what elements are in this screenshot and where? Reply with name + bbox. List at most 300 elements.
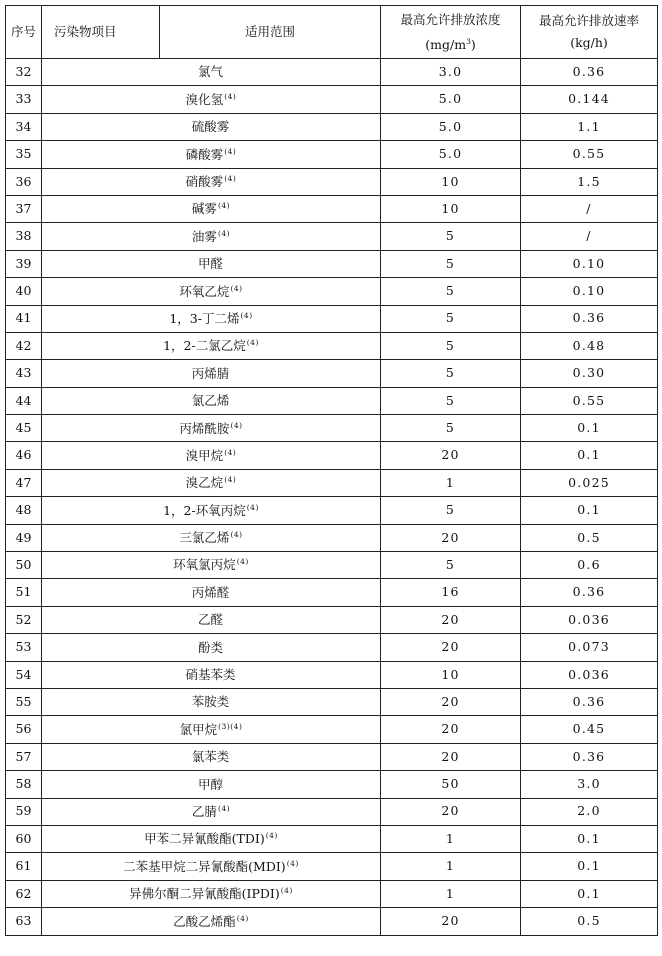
row-max-concentration-text: 20 — [441, 447, 460, 463]
row-footnote-ref: (4) — [230, 420, 243, 430]
row-footnote-ref: (4) — [224, 174, 237, 183]
row-max-concentration-text: 5 — [445, 502, 456, 518]
row-max-concentration-text: 5 — [445, 420, 456, 436]
row-max-emission-rate — [521, 552, 658, 579]
row-max-emission-rate — [521, 634, 658, 661]
row-pollutant-name-text: 二苯基甲烷二异氰酸酯(MDI) — [123, 858, 286, 874]
row-max-concentration — [381, 59, 521, 86]
row-max-emission-rate — [521, 59, 658, 86]
row-pollutant-name-text: 丙烯腈 — [191, 365, 230, 381]
row-max-concentration — [381, 606, 521, 633]
row-pollutant-name — [42, 360, 381, 387]
row-max-emission-rate — [521, 223, 658, 250]
row-max-emission-rate — [521, 195, 658, 222]
row-pollutant-name-text: 溴甲烷 — [185, 447, 224, 463]
row-max-emission-rate-text: 0.6 — [577, 556, 601, 572]
row-pollutant-name-text: 氯气 — [197, 64, 223, 80]
row-max-emission-rate — [521, 387, 658, 414]
row-pollutant-name — [42, 798, 381, 825]
row-max-concentration — [381, 415, 521, 442]
row-max-concentration — [381, 716, 521, 743]
row-pollutant-name — [42, 278, 381, 305]
row-pollutant-name — [42, 688, 381, 715]
row-max-concentration — [381, 497, 521, 524]
row-max-emission-rate — [521, 798, 658, 825]
table-row — [6, 59, 658, 86]
row-max-emission-rate-text: 0.144 — [568, 91, 610, 107]
row-max-emission-rate — [521, 579, 658, 606]
row-serial-number — [6, 688, 42, 715]
row-max-concentration — [381, 853, 521, 880]
row-max-concentration-text: 1 — [445, 858, 456, 874]
row-max-concentration-text: 1 — [445, 830, 456, 846]
row-max-emission-rate-text: / — [586, 200, 592, 216]
row-serial-number-text: 38 — [15, 228, 32, 244]
row-max-emission-rate — [521, 442, 658, 469]
row-pollutant-name-text: 硝酸雾 — [185, 174, 224, 189]
row-max-concentration-text: 5.0 — [438, 91, 463, 107]
row-max-concentration-text: 20 — [441, 721, 460, 737]
row-max-emission-rate — [521, 415, 658, 442]
row-serial-number — [6, 853, 42, 880]
row-max-emission-rate-text: 0.036 — [568, 666, 610, 682]
row-footnote-ref: (4) — [224, 146, 237, 156]
row-serial-number — [6, 332, 42, 359]
row-max-concentration-text: 5 — [445, 556, 456, 572]
row-serial-number-text: 42 — [15, 337, 32, 353]
row-pollutant-name — [42, 853, 381, 880]
row-serial-number — [6, 141, 42, 168]
row-max-concentration-text: 5 — [445, 228, 456, 244]
row-max-emission-rate-text: 0.36 — [572, 748, 606, 764]
row-serial-number-text: 44 — [15, 392, 32, 408]
row-pollutant-name-text: 环氧乙烷 — [179, 283, 230, 299]
row-max-concentration-text: 20 — [441, 529, 460, 545]
row-pollutant-name-text: 硫酸雾 — [191, 119, 230, 135]
table-row — [6, 469, 658, 496]
row-max-emission-rate-text: 0.36 — [572, 693, 606, 709]
row-footnote-ref: (4) — [246, 338, 259, 348]
row-serial-number-text: 47 — [15, 474, 32, 490]
row-serial-number — [6, 771, 42, 798]
table-row — [6, 552, 658, 579]
row-serial-number — [6, 469, 42, 496]
row-serial-number-text: 37 — [15, 200, 32, 216]
row-max-concentration — [381, 168, 521, 195]
row-pollutant-name — [42, 59, 381, 86]
table-row — [6, 634, 658, 661]
row-max-emission-rate — [521, 250, 658, 277]
row-max-concentration-text: 1 — [445, 474, 456, 490]
table-row — [6, 223, 658, 250]
table-row — [6, 168, 658, 195]
row-pollutant-name — [42, 771, 381, 798]
table-row — [6, 798, 658, 825]
row-serial-number — [6, 360, 42, 387]
row-max-concentration-text: 20 — [441, 639, 460, 655]
row-footnote-ref: (4) — [224, 475, 237, 485]
row-max-concentration — [381, 332, 521, 359]
row-serial-number — [6, 250, 42, 277]
table-row — [6, 278, 658, 305]
row-pollutant-name-text: 丙烯酰胺 — [179, 420, 230, 436]
row-max-emission-rate — [521, 113, 658, 140]
table-row — [6, 305, 658, 332]
row-serial-number — [6, 195, 42, 222]
row-max-emission-rate-text: 0.1 — [577, 885, 601, 901]
header-max-emission-rate-unit: (kg/h) — [570, 35, 608, 50]
row-pollutant-name — [42, 908, 381, 935]
row-serial-number — [6, 278, 42, 305]
row-footnote-ref: (4) — [246, 502, 259, 512]
header-applicable-scope: 适用范围 — [160, 6, 381, 59]
row-pollutant-name — [42, 332, 381, 359]
row-max-concentration — [381, 86, 521, 113]
row-max-concentration-text: 5 — [445, 365, 456, 381]
table-row — [6, 688, 658, 715]
row-serial-number-text: 32 — [15, 63, 32, 79]
row-serial-number — [6, 442, 42, 469]
row-max-concentration — [381, 442, 521, 469]
row-pollutant-name-text: 酚类 — [197, 639, 223, 655]
table-row — [6, 825, 658, 852]
row-pollutant-name-text: 硝基苯类 — [185, 667, 236, 683]
header-max-emission-rate — [521, 6, 658, 59]
row-max-emission-rate — [521, 305, 658, 332]
row-max-emission-rate — [521, 278, 658, 305]
row-pollutant-name-text: 三氯乙烯 — [179, 530, 230, 546]
row-pollutant-name — [42, 415, 381, 442]
row-serial-number — [6, 606, 42, 633]
row-max-concentration-text: 5 — [445, 255, 456, 271]
emission-limits-table — [5, 5, 658, 936]
row-serial-number-text: 45 — [15, 420, 32, 436]
row-max-emission-rate — [521, 469, 658, 496]
table-row — [6, 250, 658, 277]
row-max-concentration-text: 5.0 — [438, 118, 463, 134]
row-max-emission-rate-text: 2.0 — [577, 803, 601, 819]
row-serial-number-text: 63 — [15, 913, 32, 929]
row-max-concentration — [381, 880, 521, 907]
row-max-emission-rate-text: 0.36 — [572, 310, 606, 326]
table-row — [6, 360, 658, 387]
row-serial-number-text: 62 — [15, 885, 32, 901]
row-max-emission-rate-text: 0.10 — [572, 255, 606, 271]
row-max-concentration-text: 5 — [445, 310, 456, 326]
row-pollutant-name — [42, 524, 381, 551]
row-pollutant-name — [42, 552, 381, 579]
row-max-concentration-text: 5 — [445, 283, 456, 299]
row-serial-number — [6, 86, 42, 113]
row-serial-number — [6, 113, 42, 140]
row-serial-number-text: 59 — [15, 803, 32, 819]
row-max-concentration-text: 50 — [441, 776, 460, 792]
row-max-emission-rate — [521, 141, 658, 168]
row-max-emission-rate-text: 0.30 — [572, 365, 606, 381]
row-max-concentration — [381, 661, 521, 688]
row-max-concentration — [381, 771, 521, 798]
row-serial-number-text: 54 — [15, 666, 32, 682]
row-max-emission-rate-text: 1.5 — [577, 173, 601, 189]
row-max-concentration-text: 20 — [441, 913, 460, 929]
row-pollutant-name — [42, 141, 381, 168]
table-row — [6, 579, 658, 606]
row-max-emission-rate — [521, 688, 658, 715]
row-pollutant-name-text: 异佛尔酮二异氰酸酯(IPDI) — [129, 886, 280, 902]
table-row — [6, 880, 658, 907]
table-row — [6, 853, 658, 880]
row-max-concentration-text: 5 — [445, 337, 456, 353]
row-max-emission-rate-text: 0.073 — [568, 639, 610, 655]
row-serial-number — [6, 661, 42, 688]
row-footnote-ref: (4) — [240, 310, 253, 320]
table-row — [6, 524, 658, 551]
table-row — [6, 771, 658, 798]
row-pollutant-name — [42, 195, 381, 222]
row-max-emission-rate-text: 0.1 — [577, 502, 601, 518]
table-row — [6, 332, 658, 359]
row-max-concentration-text: 20 — [441, 748, 460, 764]
row-max-concentration — [381, 195, 521, 222]
table-row — [6, 387, 658, 414]
row-serial-number-text: 60 — [15, 830, 32, 846]
row-max-emission-rate — [521, 360, 658, 387]
row-serial-number-text: 35 — [15, 146, 32, 162]
row-max-emission-rate-text: 1.1 — [577, 118, 601, 134]
row-max-concentration-text: 10 — [441, 666, 460, 682]
row-max-concentration — [381, 743, 521, 770]
row-serial-number-text: 33 — [15, 91, 32, 107]
row-max-emission-rate-text: 0.55 — [572, 392, 606, 408]
table-row — [6, 716, 658, 743]
table-row — [6, 743, 658, 770]
row-serial-number — [6, 387, 42, 414]
header-max-concentration-unit: $(mg/m^3)$ — [425, 36, 476, 52]
row-max-emission-rate — [521, 168, 658, 195]
emission-limits-table-wrapper — [5, 5, 658, 936]
header-max-concentration — [381, 6, 521, 59]
row-max-emission-rate-text: 0.1 — [577, 830, 601, 846]
row-footnote-ref: (4) — [236, 913, 249, 923]
row-footnote-ref: (4) — [224, 447, 237, 457]
row-max-concentration — [381, 469, 521, 496]
row-max-emission-rate — [521, 880, 658, 907]
row-serial-number-text: 57 — [15, 748, 32, 764]
row-max-emission-rate — [521, 743, 658, 770]
row-footnote-ref: (4) — [286, 858, 299, 868]
row-pollutant-name — [42, 223, 381, 250]
row-max-concentration — [381, 825, 521, 852]
row-max-emission-rate-text: 0.10 — [572, 283, 606, 299]
row-pollutant-name-text: 1，2-环氧丙烷 — [163, 502, 246, 518]
row-pollutant-name-text: 苯胺类 — [191, 694, 230, 710]
row-pollutant-name — [42, 743, 381, 770]
row-serial-number — [6, 223, 42, 250]
row-max-emission-rate — [521, 86, 658, 113]
row-footnote-ref: (4) — [230, 283, 243, 293]
row-max-concentration — [381, 524, 521, 551]
row-pollutant-name-text: 氯苯类 — [191, 749, 230, 765]
row-max-concentration-text: 5.0 — [438, 146, 463, 162]
row-pollutant-name — [42, 634, 381, 661]
row-serial-number — [6, 497, 42, 524]
row-max-emission-rate — [521, 716, 658, 743]
row-max-concentration — [381, 579, 521, 606]
header-serial-number: 序号 — [6, 6, 42, 59]
row-serial-number — [6, 305, 42, 332]
row-serial-number-text: 41 — [15, 310, 32, 326]
row-serial-number-text: 52 — [15, 611, 32, 627]
row-pollutant-name — [42, 716, 381, 743]
header-max-emission-rate-title: 最高允许排放速率 — [538, 13, 639, 28]
row-serial-number-text: 51 — [15, 584, 32, 600]
row-max-concentration-text: 1 — [445, 885, 456, 901]
row-serial-number-text: 58 — [15, 776, 32, 792]
row-serial-number — [6, 579, 42, 606]
row-max-concentration — [381, 113, 521, 140]
row-footnote-ref: (4) — [224, 91, 237, 101]
row-serial-number — [6, 825, 42, 852]
row-pollutant-name-text: 氯甲烷 — [179, 721, 218, 737]
row-max-concentration-text: 20 — [441, 611, 460, 627]
row-max-emission-rate — [521, 524, 658, 551]
row-pollutant-name-text: 1，3-丁二烯 — [169, 310, 240, 326]
row-footnote-ref: (4) — [280, 886, 293, 896]
row-pollutant-name-text: 磷酸雾 — [185, 146, 224, 162]
row-max-concentration-text: 3.0 — [438, 63, 463, 79]
table-header-row — [6, 6, 658, 59]
row-pollutant-name-text: 乙醛 — [197, 612, 223, 628]
row-max-concentration — [381, 223, 521, 250]
table-row — [6, 195, 658, 222]
row-max-emission-rate — [521, 661, 658, 688]
row-serial-number — [6, 880, 42, 907]
table-body — [6, 59, 658, 936]
header-pollutant-item: 污染物项目 — [42, 6, 160, 59]
row-max-emission-rate — [521, 497, 658, 524]
table-row — [6, 442, 658, 469]
row-pollutant-name — [42, 661, 381, 688]
row-max-emission-rate — [521, 771, 658, 798]
row-pollutant-name — [42, 497, 381, 524]
row-serial-number — [6, 798, 42, 825]
row-serial-number — [6, 908, 42, 935]
row-max-emission-rate-text: 0.55 — [572, 146, 606, 162]
row-max-emission-rate-text: 3.0 — [577, 776, 601, 792]
row-pollutant-name — [42, 305, 381, 332]
row-pollutant-name — [42, 250, 381, 277]
row-max-emission-rate-text: 0.1 — [577, 420, 601, 436]
row-footnote-ref: (4) — [217, 201, 231, 211]
table-row — [6, 86, 658, 113]
row-pollutant-name-text: 碱雾 — [191, 201, 217, 217]
row-pollutant-name-text: 甲醛 — [197, 256, 223, 272]
row-footnote-ref: (4) — [217, 803, 231, 813]
row-serial-number-text: 50 — [15, 556, 32, 572]
row-serial-number-text: 34 — [15, 118, 32, 134]
row-max-concentration — [381, 798, 521, 825]
row-pollutant-name-text: 环氧氯丙烷 — [173, 557, 236, 573]
row-max-emission-rate-text: 0.36 — [572, 584, 606, 600]
row-max-concentration-text: 10 — [441, 173, 460, 189]
row-serial-number — [6, 415, 42, 442]
row-footnote-ref: (3)(4) — [218, 721, 243, 731]
row-serial-number-text: 53 — [15, 639, 32, 655]
row-max-emission-rate — [521, 853, 658, 880]
row-serial-number — [6, 168, 42, 195]
table-row — [6, 141, 658, 168]
row-serial-number-text: 39 — [15, 255, 32, 271]
row-pollutant-name-text: 乙腈 — [191, 803, 217, 819]
row-max-concentration — [381, 141, 521, 168]
table-row — [6, 497, 658, 524]
row-max-concentration — [381, 387, 521, 414]
row-pollutant-name-text: 丙烯醛 — [191, 584, 230, 600]
table-row — [6, 415, 658, 442]
row-max-concentration-text: 16 — [441, 584, 460, 600]
row-max-emission-rate-text: 0.1 — [577, 858, 601, 874]
row-max-emission-rate — [521, 825, 658, 852]
row-max-concentration-text: 5 — [445, 392, 456, 408]
row-footnote-ref: (4) — [236, 557, 249, 567]
row-serial-number-text: 49 — [15, 529, 32, 545]
row-serial-number — [6, 59, 42, 86]
row-serial-number — [6, 743, 42, 770]
row-max-emission-rate-text: 0.5 — [577, 913, 601, 929]
row-pollutant-name — [42, 113, 381, 140]
row-max-concentration — [381, 688, 521, 715]
row-serial-number — [6, 634, 42, 661]
row-max-emission-rate — [521, 908, 658, 935]
row-pollutant-name — [42, 469, 381, 496]
row-max-emission-rate-text: 0.45 — [572, 721, 606, 737]
row-max-concentration-text: 20 — [441, 803, 460, 819]
row-max-emission-rate — [521, 606, 658, 633]
row-footnote-ref: (4) — [230, 530, 243, 540]
header-max-concentration-title: 最高允许排放浓度 — [400, 11, 501, 27]
row-pollutant-name-text: 甲苯二异氰酸酯(TDI) — [144, 831, 265, 847]
row-max-concentration — [381, 360, 521, 387]
row-pollutant-name — [42, 880, 381, 907]
row-footnote-ref: (4) — [265, 831, 278, 841]
row-max-concentration — [381, 908, 521, 935]
row-max-emission-rate-text: 0.48 — [572, 337, 606, 353]
row-serial-number-text: 48 — [15, 502, 32, 518]
row-pollutant-name — [42, 387, 381, 414]
row-serial-number-text: 61 — [15, 858, 32, 874]
row-max-concentration-text: 20 — [441, 693, 460, 709]
row-pollutant-name-text: 甲醇 — [197, 776, 223, 792]
row-max-concentration-text: 10 — [441, 200, 460, 216]
table-row — [6, 661, 658, 688]
row-pollutant-name — [42, 442, 381, 469]
row-max-emission-rate-text: 0.036 — [568, 611, 610, 627]
table-row — [6, 606, 658, 633]
row-max-emission-rate-text: 0.36 — [572, 63, 606, 79]
row-pollutant-name-text: 氯乙烯 — [191, 393, 230, 409]
row-pollutant-name — [42, 579, 381, 606]
row-max-concentration — [381, 552, 521, 579]
row-pollutant-name-text: 溴化氢 — [185, 91, 224, 107]
row-max-emission-rate — [521, 332, 658, 359]
row-pollutant-name-text: 油雾 — [191, 228, 217, 244]
row-serial-number — [6, 552, 42, 579]
row-max-concentration — [381, 305, 521, 332]
row-max-concentration — [381, 278, 521, 305]
row-serial-number-text: 36 — [15, 173, 32, 189]
row-max-emission-rate-text: 0.5 — [577, 529, 601, 545]
row-serial-number-text: 55 — [15, 693, 32, 709]
